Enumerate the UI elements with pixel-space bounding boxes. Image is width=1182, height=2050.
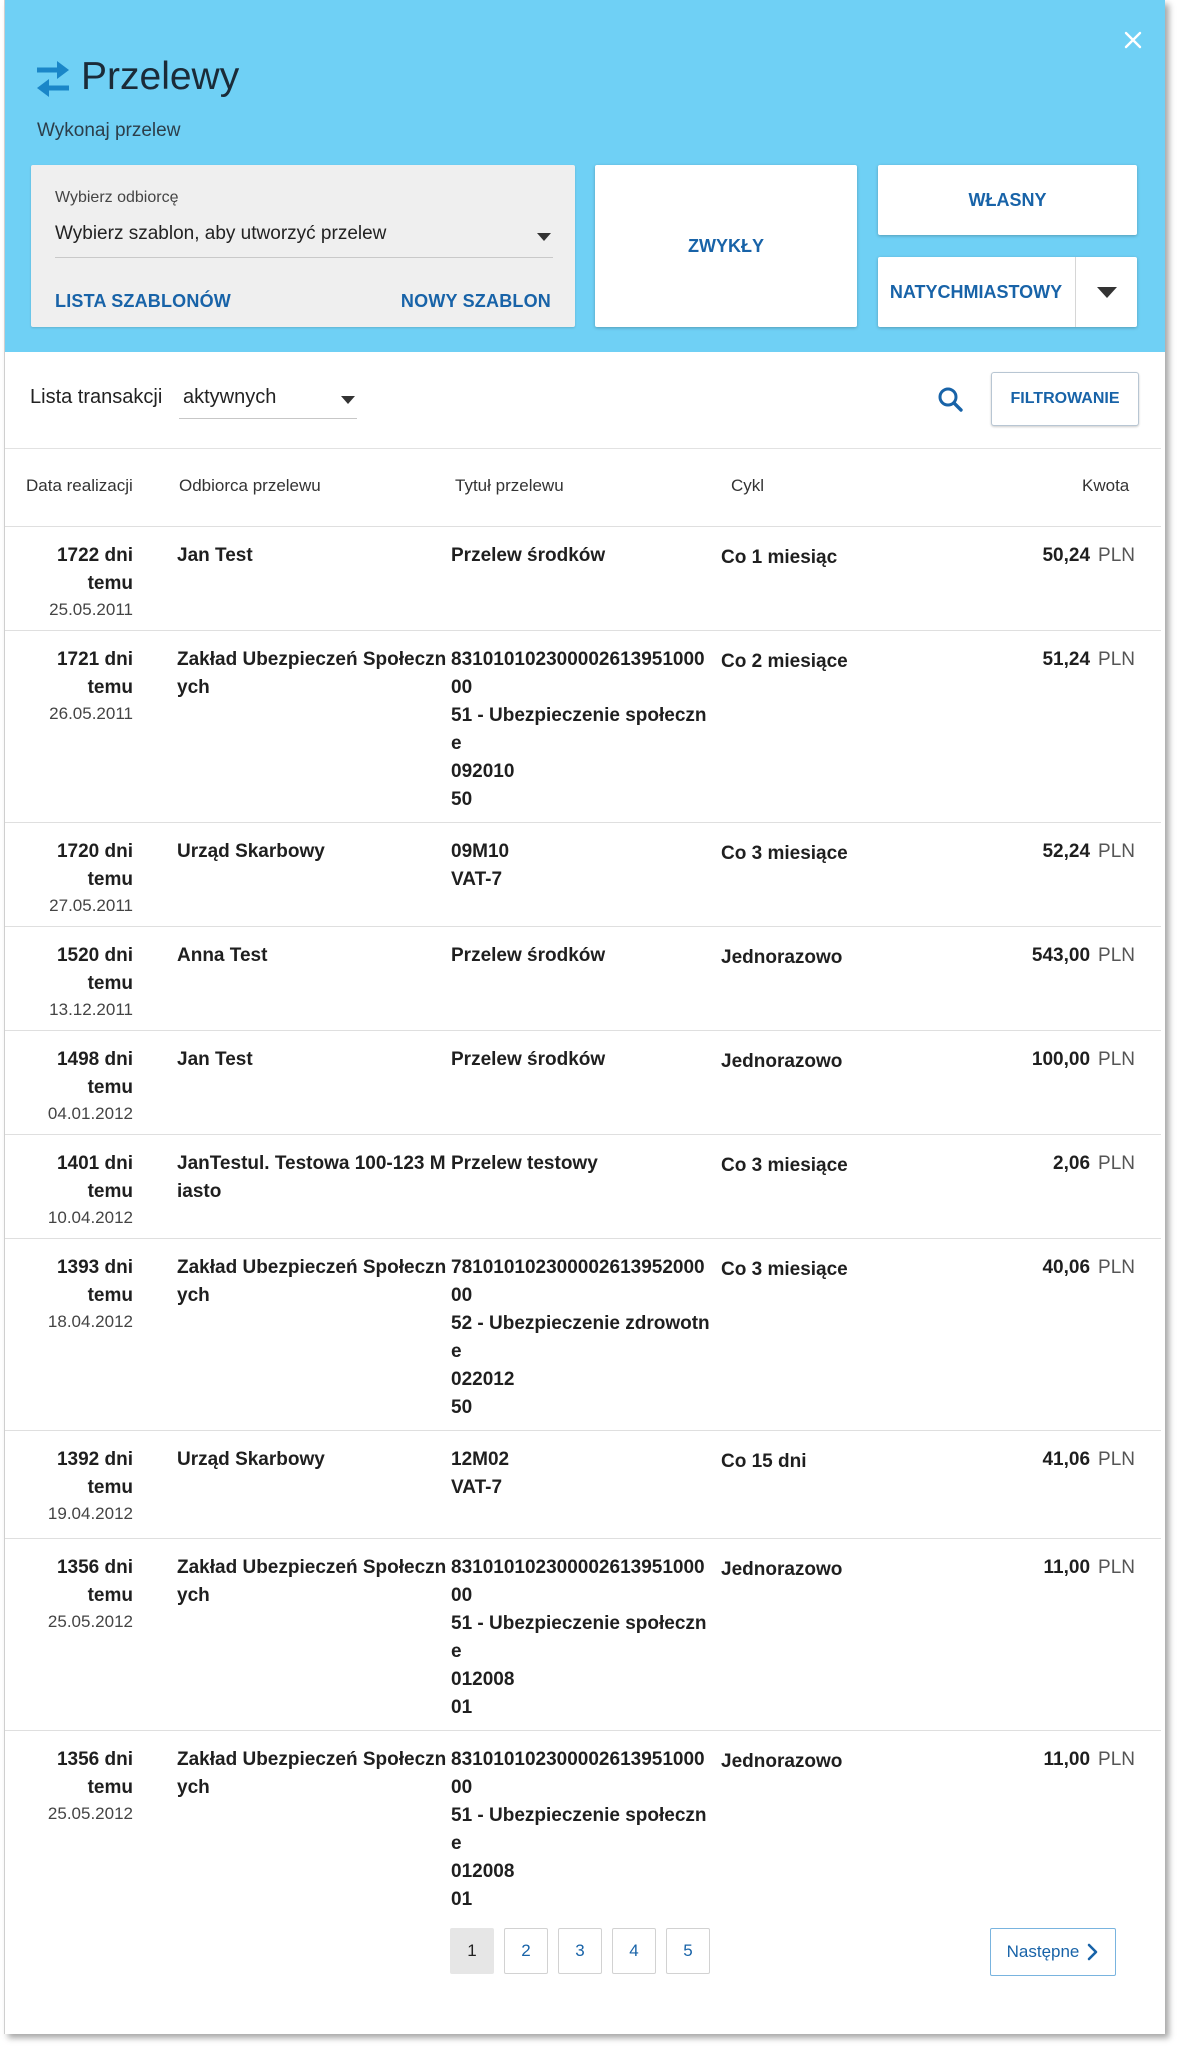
realization-date: 25.05.2012 <box>47 1612 133 1631</box>
title-cell: Przelew testowy <box>451 1153 598 1174</box>
realization-date: 19.04.2012 <box>47 1504 133 1523</box>
filter-button[interactable]: FILTROWANIE <box>991 372 1139 426</box>
cycle-cell: Co 3 miesiące <box>721 843 848 864</box>
recipient-cell: Anna Test <box>177 945 268 966</box>
amount-value: 2,06 <box>1053 1153 1091 1174</box>
chevron-right-icon <box>1087 1943 1099 1961</box>
recipient-cell: Zakład Ubezpieczeń Społecznych <box>177 649 447 698</box>
days-ago: 1498 dni temu <box>56 1049 133 1098</box>
realization-date: 10.04.2012 <box>47 1208 133 1227</box>
date-cell <box>19 1150 133 1230</box>
toolbar-divider <box>5 448 1161 449</box>
page-subtitle: Wykonaj przelew <box>37 120 181 141</box>
amount-value: 11,00 <box>1043 1749 1091 1770</box>
table-row[interactable] <box>5 926 1161 1030</box>
recipient-cell: Jan Test <box>177 1049 253 1070</box>
dropdown-caret-icon <box>1097 287 1117 298</box>
recipient-label: Wybierz odbiorcę <box>55 189 179 206</box>
transfers-panel <box>4 0 1165 2034</box>
amount-currency: PLN <box>1098 841 1135 862</box>
realization-date: 18.04.2012 <box>47 1312 133 1331</box>
amount-currency: PLN <box>1098 1449 1135 1470</box>
title-cell: Przelew środków <box>451 945 606 966</box>
date-cell <box>19 1446 133 1526</box>
days-ago: 1393 dni temu <box>56 1257 133 1306</box>
table-row[interactable] <box>5 1430 1161 1538</box>
days-ago: 1722 dni temu <box>56 545 133 594</box>
title-cell: 09M10 VAT-7 <box>451 841 510 890</box>
header <box>5 0 1165 352</box>
realization-date: 25.05.2012 <box>47 1804 133 1823</box>
column-header-title[interactable]: Tytuł przelewu <box>455 476 564 495</box>
amount-cell <box>1044 1746 1135 1775</box>
table-row[interactable] <box>5 1238 1161 1430</box>
amount-currency: PLN <box>1098 1049 1135 1070</box>
recipient-cell: Zakład Ubezpieczeń Społecznych <box>177 1749 447 1798</box>
cycle-cell: Jednorazowo <box>721 1051 843 1072</box>
page-button-4[interactable]: 4 <box>612 1928 656 1974</box>
days-ago: 1721 dni temu <box>56 649 133 698</box>
amount-cell <box>1044 1554 1135 1583</box>
recipient-cell: Jan Test <box>177 545 253 566</box>
column-header-recipient[interactable]: Odbiorca przelewu <box>179 476 321 495</box>
days-ago: 1356 dni temu <box>56 1749 133 1798</box>
cycle-cell: Co 1 miesiąc <box>721 547 838 568</box>
amount-cell <box>1042 646 1135 675</box>
amount-value: 51,24 <box>1042 649 1091 670</box>
column-header-date[interactable]: Data realizacji <box>26 476 133 495</box>
instant-transfer-menu-button[interactable] <box>1076 257 1137 327</box>
amount-currency: PLN <box>1098 1749 1135 1770</box>
date-cell <box>19 1746 133 1826</box>
recipient-cell: Urząd Skarbowy <box>177 841 325 862</box>
realization-date: 25.05.2011 <box>49 600 133 619</box>
search-button[interactable] <box>933 382 969 418</box>
table-row[interactable] <box>5 1538 1161 1730</box>
next-page-label: Następne <box>1006 1942 1080 1961</box>
cycle-cell: Jednorazowo <box>721 947 843 968</box>
amount-cell <box>1042 838 1135 867</box>
transaction-list-label: Lista transakcji <box>30 386 163 408</box>
amount-currency: PLN <box>1098 1257 1135 1278</box>
date-cell <box>19 942 133 1022</box>
cycle-cell: Co 3 miesiące <box>721 1259 848 1280</box>
column-header-cycle[interactable]: Cykl <box>731 476 765 495</box>
date-cell <box>19 1554 133 1634</box>
page-button-5[interactable]: 5 <box>666 1928 710 1974</box>
recipient-cell: Urząd Skarbowy <box>177 1449 325 1470</box>
amount-value: 50,24 <box>1042 545 1091 566</box>
transaction-status-select[interactable] <box>179 380 357 419</box>
table-row[interactable] <box>5 1134 1161 1238</box>
transaction-status-value: aktywnych <box>183 386 277 408</box>
table-row[interactable] <box>5 1030 1161 1134</box>
realization-date: 27.05.2011 <box>49 896 133 915</box>
instant-transfer-button[interactable]: NATYCHMIASTOWY <box>889 281 1063 302</box>
title-cell: 12M02 VAT-7 <box>451 1449 510 1498</box>
days-ago: 1401 dni temu <box>56 1153 133 1202</box>
close-icon[interactable] <box>1123 30 1143 50</box>
amount-value: 52,24 <box>1042 841 1091 862</box>
realization-date: 13.12.2011 <box>49 1000 133 1019</box>
amount-cell <box>1042 542 1135 571</box>
amount-currency: PLN <box>1098 649 1135 670</box>
date-cell <box>19 542 133 622</box>
amount-cell <box>1053 1150 1135 1179</box>
title-cell: Przelew środków <box>451 1049 606 1070</box>
cycle-cell: Co 15 dni <box>721 1451 807 1472</box>
recipient-cell: JanTestul. Testowa 100-123 Miasto <box>177 1153 446 1202</box>
amount-currency: PLN <box>1098 1557 1135 1578</box>
amount-value: 100,00 <box>1031 1049 1091 1070</box>
amount-currency: PLN <box>1098 945 1135 966</box>
days-ago: 1520 dni temu <box>56 945 133 994</box>
amount-cell <box>1042 1446 1135 1475</box>
search-icon <box>933 382 969 418</box>
realization-date: 26.05.2011 <box>49 704 133 723</box>
instant-transfer-split-button <box>878 257 1137 327</box>
next-page-button[interactable] <box>990 1928 1116 1976</box>
cycle-cell: Co 2 miesiące <box>721 651 848 672</box>
cycle-cell: Co 3 miesiące <box>721 1155 848 1176</box>
date-cell <box>19 1046 133 1126</box>
date-cell <box>19 646 133 726</box>
template-select[interactable] <box>55 215 553 258</box>
amount-value: 543,00 <box>1031 945 1091 966</box>
amount-value: 11,00 <box>1043 1557 1091 1578</box>
date-cell <box>19 838 133 918</box>
transaction-list <box>5 526 1161 1930</box>
transfer-arrows-icon <box>33 58 73 102</box>
new-template-button[interactable]: NOWY SZABLON <box>400 291 551 311</box>
page-button-3[interactable]: 3 <box>558 1928 602 1974</box>
dropdown-caret-icon <box>537 233 551 241</box>
amount-currency: PLN <box>1098 1153 1135 1174</box>
title-cell: 83101010230000261395100000 51 - Ubezpieczenie społeczne 012008 01 <box>451 1749 707 1910</box>
title-cell: 83101010230000261395100000 51 - Ubezpieczenie społeczne 012008 01 <box>451 1557 707 1718</box>
table-row[interactable] <box>5 526 1161 630</box>
table-row[interactable] <box>5 1730 1161 1930</box>
cycle-cell: Jednorazowo <box>721 1559 843 1580</box>
amount-value: 41,06 <box>1042 1449 1091 1470</box>
amount-cell <box>1032 1046 1135 1075</box>
title-cell: 83101010230000261395100000 51 - Ubezpieczenie społeczne 092010 50 <box>451 649 707 810</box>
table-row[interactable] <box>5 822 1161 926</box>
recipient-selector <box>31 165 575 327</box>
days-ago: 1356 dni temu <box>56 1557 133 1606</box>
dropdown-caret-icon <box>341 396 355 404</box>
page-button-2[interactable]: 2 <box>504 1928 548 1974</box>
title-cell: Przelew środków <box>451 545 606 566</box>
template-select-value: Wybierz szablon, aby utworzyć przelew <box>55 223 387 244</box>
amount-value: 40,06 <box>1042 1257 1091 1278</box>
recipient-cell: Zakład Ubezpieczeń Społecznych <box>177 1257 447 1306</box>
close-button[interactable] <box>1115 22 1151 58</box>
amount-cell <box>1032 942 1135 971</box>
realization-date: 04.01.2012 <box>47 1104 133 1123</box>
amount-cell <box>1042 1254 1135 1283</box>
column-header-amount[interactable]: Kwota <box>1082 476 1130 495</box>
cycle-cell: Jednorazowo <box>721 1751 843 1772</box>
template-list-button[interactable]: LISTA SZABLONÓW <box>55 291 231 311</box>
date-cell <box>19 1254 133 1334</box>
table-row[interactable] <box>5 630 1161 822</box>
page-title: Przelewy <box>81 55 240 98</box>
recipient-cell: Zakład Ubezpieczeń Społecznych <box>177 1557 447 1606</box>
amount-currency: PLN <box>1098 545 1135 566</box>
own-transfer-button[interactable]: WŁASNY <box>878 165 1137 235</box>
page-button-1[interactable]: 1 <box>450 1928 494 1974</box>
title-cell: 78101010230000261395200000 52 - Ubezpieczenie zdrowotne 022012 50 <box>451 1257 710 1418</box>
regular-transfer-button[interactable]: ZWYKŁY <box>595 165 857 327</box>
days-ago: 1392 dni temu <box>56 1449 133 1498</box>
days-ago: 1720 dni temu <box>56 841 133 890</box>
